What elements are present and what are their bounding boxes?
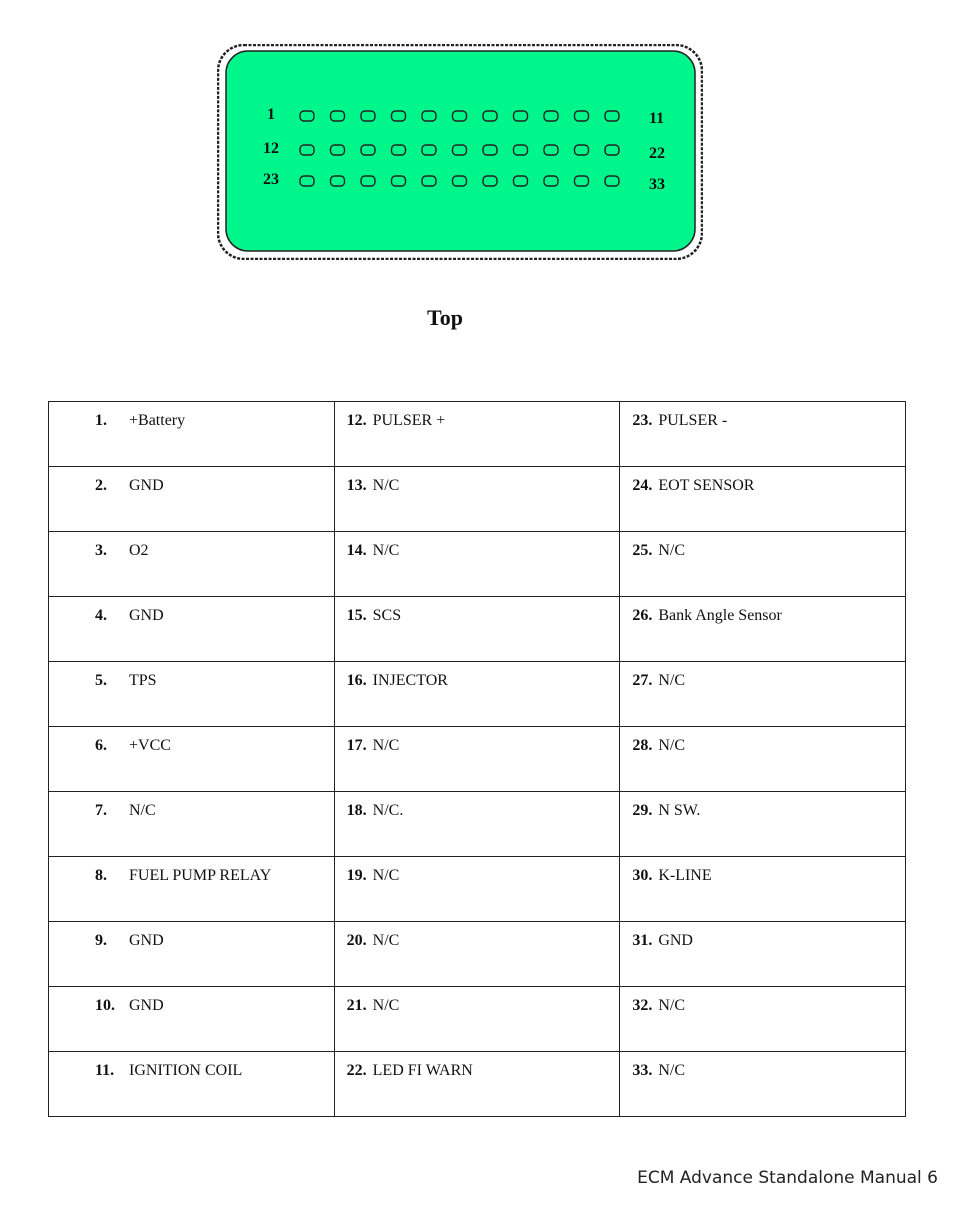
pin-cell (620, 662, 906, 727)
pin-number: 12. (346, 412, 367, 429)
pin-function: PULSER - (658, 412, 728, 429)
pin-cell (620, 402, 906, 467)
pin-cell (49, 922, 335, 987)
diagram-caption: Top (427, 305, 463, 330)
pin-number: 18. (346, 802, 367, 819)
row-2-left-label: 12 (263, 140, 279, 157)
pin-number: 19. (346, 867, 367, 884)
pin-function: GND (129, 997, 164, 1014)
connector-diagram (217, 44, 703, 260)
pin-function: N/C (372, 737, 400, 754)
page-footer: ECM Advance Standalone Manual 6 (637, 1168, 938, 1188)
pin-number: 15. (346, 607, 367, 624)
pin-number: 22. (346, 1062, 367, 1079)
pin-function: IGNITION COIL (129, 1062, 243, 1079)
row-3-left-label: 23 (263, 171, 279, 188)
pin-function: GND (129, 932, 164, 949)
pin-number: 32. (632, 997, 653, 1014)
pin-function: O2 (129, 542, 149, 559)
pin-cell (49, 662, 335, 727)
table-row (49, 792, 906, 857)
pin-number: 24. (632, 477, 653, 494)
row-1-left-label: 1 (267, 106, 275, 123)
pin-function: N/C (372, 542, 400, 559)
pin-function: N/C (372, 477, 400, 494)
pin-cell (620, 597, 906, 662)
pin-number: 2. (95, 477, 107, 494)
pin-cell (334, 857, 620, 922)
pin-number: 7. (95, 802, 107, 819)
pin-number: 21. (346, 997, 367, 1014)
pin-cell (620, 922, 906, 987)
pin-cell (334, 922, 620, 987)
pin-function: SCS (372, 607, 402, 624)
pin-number: 33. (632, 1062, 653, 1079)
pin-function: N/C (372, 932, 400, 949)
table-row (49, 727, 906, 792)
pin-function: N/C (658, 672, 685, 689)
pin-function: TPS (129, 672, 157, 689)
pin-number: 6. (95, 737, 107, 754)
pin-number: 25. (632, 542, 653, 559)
table-row (49, 922, 906, 987)
pin-cell (49, 857, 335, 922)
pin-cell (334, 467, 620, 532)
pin-number: 20. (346, 932, 367, 949)
table-row (49, 467, 906, 532)
pin-number: 31. (632, 932, 653, 949)
pin-number: 5. (95, 672, 107, 689)
pin-function: N/C (658, 1062, 685, 1079)
pin-number: 30. (632, 867, 653, 884)
pin-function: +VCC (129, 737, 171, 754)
row-2-right-label: 22 (649, 145, 665, 162)
pin-number: 8. (95, 867, 107, 884)
pin-cell (620, 857, 906, 922)
pin-number: 3. (95, 542, 107, 559)
pin-cell (620, 532, 906, 597)
pin-function: GND (658, 932, 693, 949)
pin-number: 29. (632, 802, 653, 819)
pin-cell (334, 402, 620, 467)
pin-function: GND (129, 477, 164, 494)
pin-function: K-LINE (658, 867, 712, 884)
pin-number: 13. (346, 477, 367, 494)
table-row (49, 662, 906, 727)
pin-cell (49, 727, 335, 792)
pin-function: N SW. (658, 802, 701, 819)
pin-cell (620, 467, 906, 532)
pin-cell (49, 987, 335, 1052)
table-row (49, 1052, 906, 1117)
pin-function: N/C (372, 997, 400, 1014)
pin-function: N/C (372, 867, 400, 884)
pin-function: N/C (129, 802, 156, 819)
pin-cell (49, 532, 335, 597)
pin-function: INJECTOR (372, 672, 448, 689)
table-row (49, 402, 906, 467)
pin-cell (620, 727, 906, 792)
pin-function: N/C (658, 542, 685, 559)
pin-function: +Battery (129, 412, 186, 429)
pinout-table (48, 401, 906, 1117)
pin-number: 17. (346, 737, 367, 754)
pin-number: 14. (346, 542, 367, 559)
row-1-right-label: 11 (649, 110, 665, 127)
pin-number: 10. (95, 997, 115, 1014)
pin-cell (334, 1052, 620, 1117)
pin-function: N/C. (372, 802, 404, 819)
pin-cell (334, 597, 620, 662)
pin-cell (334, 532, 620, 597)
pin-cell (49, 1052, 335, 1117)
pin-cell (49, 792, 335, 857)
pin-cell (334, 727, 620, 792)
pin-number: 28. (632, 737, 653, 754)
pin-function: PULSER + (372, 412, 446, 429)
pin-cell (49, 467, 335, 532)
pin-number: 11. (95, 1062, 115, 1079)
pin-function: GND (129, 607, 164, 624)
row-3-right-label: 33 (649, 176, 665, 193)
pin-function: FUEL PUMP RELAY (129, 867, 272, 884)
pin-number: 16. (346, 672, 367, 689)
pin-number: 9. (95, 932, 107, 949)
pin-function: LED FI WARN (372, 1062, 473, 1079)
pin-cell (620, 987, 906, 1052)
table-row (49, 597, 906, 662)
pin-function: N/C (658, 737, 685, 754)
pin-cell (334, 792, 620, 857)
pin-function: N/C (658, 997, 685, 1014)
pin-function: Bank Angle Sensor (658, 607, 782, 624)
table-row (49, 532, 906, 597)
pin-number: 4. (95, 607, 107, 624)
pin-function: EOT SENSOR (658, 477, 755, 494)
pin-number: 1. (95, 412, 107, 429)
table-row (49, 987, 906, 1052)
pin-cell (620, 792, 906, 857)
pin-cell (620, 1052, 906, 1117)
pin-cell (334, 987, 620, 1052)
pin-cell (49, 402, 335, 467)
table-row (49, 857, 906, 922)
connector-outline (217, 44, 703, 260)
pin-cell (334, 662, 620, 727)
pin-number: 23. (632, 412, 653, 429)
pin-number: 27. (632, 672, 653, 689)
pin-cell (49, 597, 335, 662)
pin-number: 26. (632, 607, 653, 624)
